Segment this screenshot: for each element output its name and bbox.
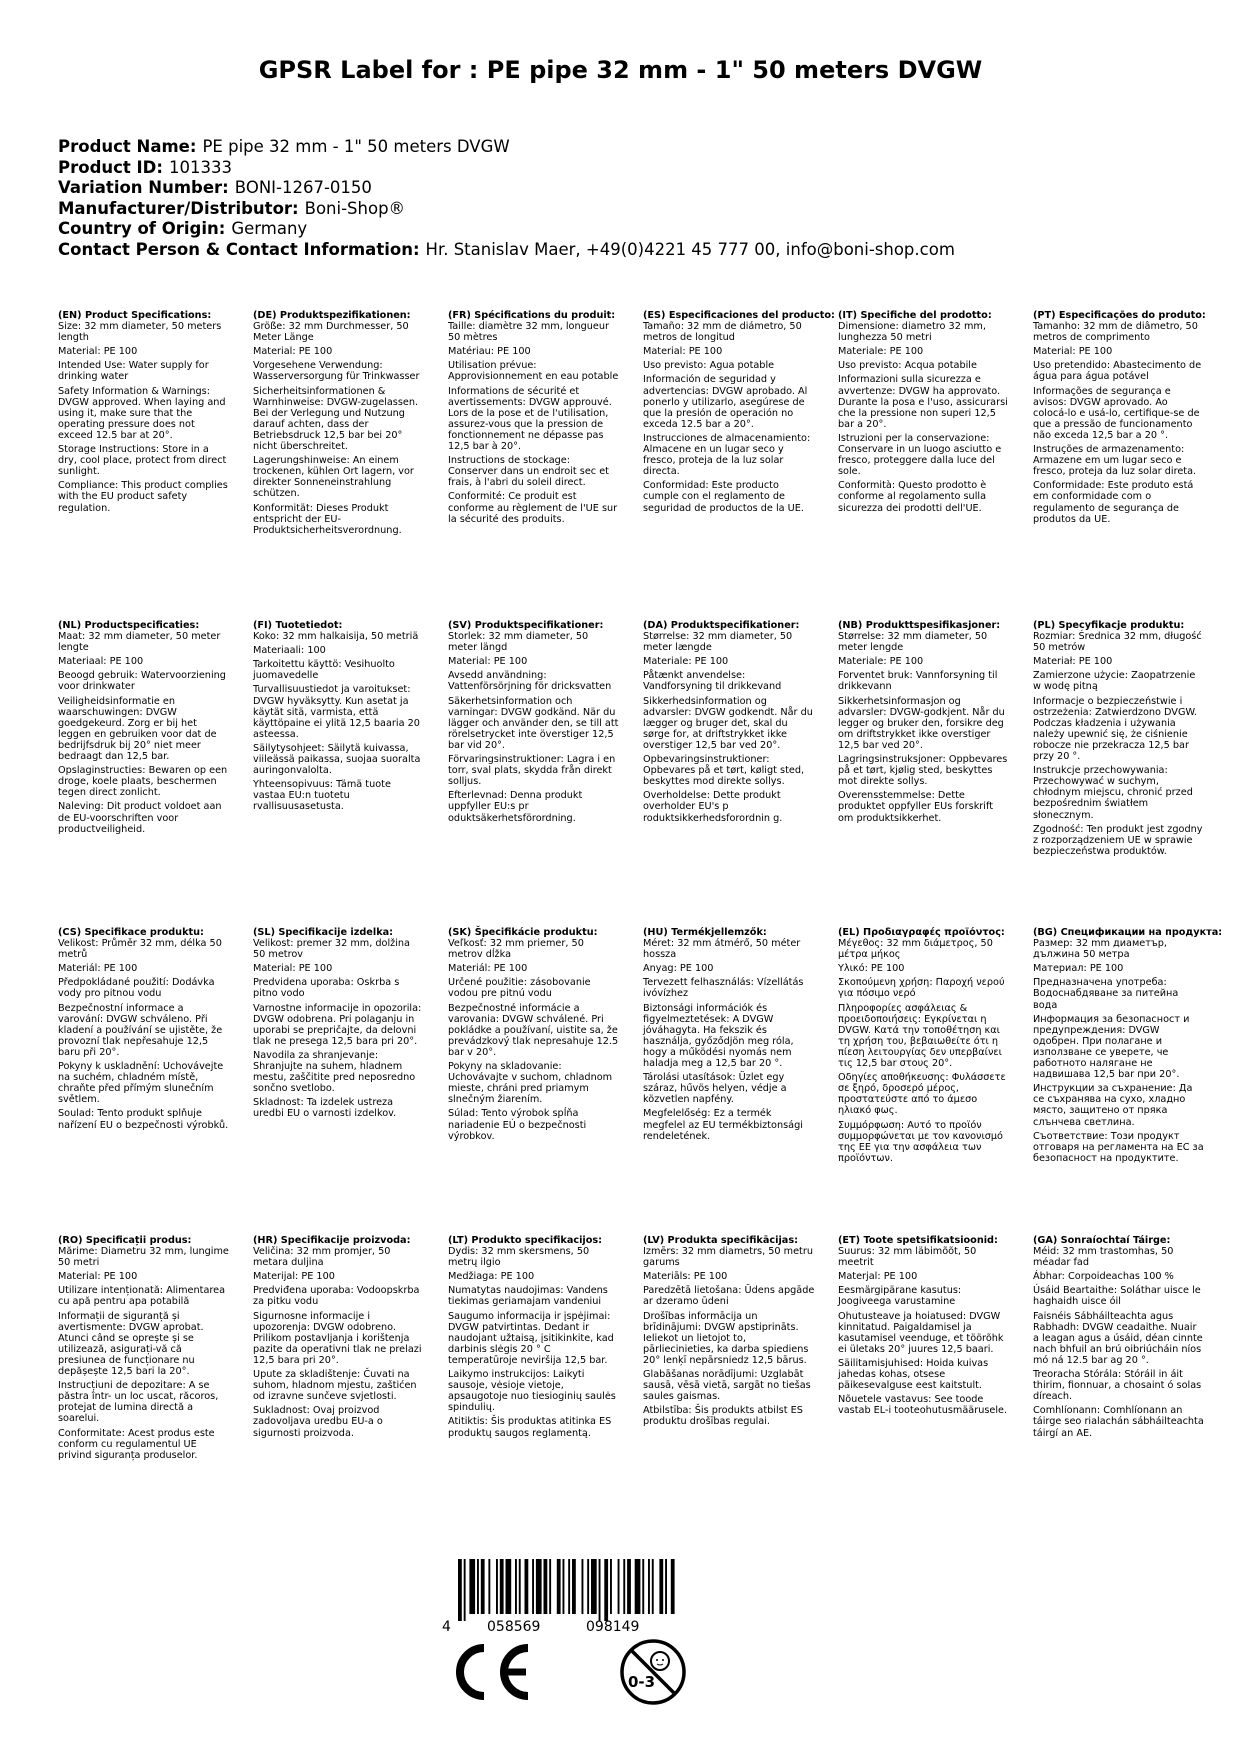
section-paragraph: Overensstemmelse: Dette produktet oppfyller EUs forskrift om produktsikkerhet. <box>838 790 994 824</box>
section-paragraph: Conformidade: Este produto está em conformidade com o regulamento de segurança de produtos da UE. <box>1033 480 1194 525</box>
section-paragraph: Informations de sécurité et avertissements: DVGW approuvé. Lors de la pose et de l'utilisation, assurez-vous que la pression de fonctionnement ne dépasse pas 12,5 bar à 20°. <box>448 385 612 453</box>
section-paragraph: Safety Information & Warnings: DVGW approved. When laying and using it, make sure that the operating pressure does not exceed 12.5 bar at 20°. <box>58 385 226 441</box>
barcode-bar <box>557 1559 561 1614</box>
section-paragraph: Méid: 32 mm trastomhas, 50 méadar fad <box>1033 1246 1174 1269</box>
section-heading: (BG) Спецификации на продукта: <box>1033 927 1223 938</box>
section-paragraph: Avsedd användning: Vattenförsörjning för dricksvatten <box>448 670 612 693</box>
section-paragraph: Συμμόρφωση: Αυτό το προϊόν συμμορφώνεται με τον κανονισμό της ΕΕ για την ασφάλεια των προϊόντων. <box>838 1119 1003 1164</box>
spec-section <box>643 927 815 1145</box>
section-paragraph: Storlek: 32 mm diameter, 50 meter längd <box>448 631 589 654</box>
spec-section <box>838 620 1010 827</box>
barcode-bar <box>652 1559 654 1614</box>
section-paragraph: Tamaño: 32 mm de diámetro, 50 metros de longitud <box>643 321 802 344</box>
spec-section <box>253 620 425 816</box>
section-paragraph: Turvallisuustiedot ja varoitukset: DVGW hyväksytty. Kun asetat ja käytät sitä, varmista, että käyttöpaine ei ylitä 12,5 baaria 20 asteessa. <box>253 684 420 740</box>
info-label: Country of Origin: <box>58 219 226 239</box>
info-value: Hr. Stanislav Maer, +49(0)4221 45 777 00, info@boni-shop.com <box>425 239 955 259</box>
section-paragraph: Materiale: PE 100 <box>643 656 729 668</box>
section-paragraph: Izmērs: 32 mm diametrs, 50 metru garums <box>643 1246 813 1269</box>
barcode-bar <box>568 1559 570 1614</box>
section-paragraph: Comhlíonann: Comhlíonann an táirge seo rialachán sábháilteachta táirgí an AE. <box>1033 1405 1204 1439</box>
section-paragraph: Materiāls: PE 100 <box>643 1271 728 1283</box>
section-paragraph: Veiligheidsinformatie en waarschuwingen: DVGW goedgekeurd. Zorg er bij het leggen en gebruiken voor dat de bedrijfsdruk bij 20° niet meer bedraagt dan 12,5 bar. <box>58 695 217 763</box>
barcode-bar <box>477 1559 479 1614</box>
section-paragraph: Predvidena uporaba: Oskrba s pitno vodo <box>253 977 400 1000</box>
section-paragraph: Μέγεθος: 32 mm διάμετρος, 50 μέτρα μήκος <box>838 938 993 961</box>
spec-section <box>448 927 620 1145</box>
barcode-bar <box>635 1559 641 1614</box>
barcode-bar <box>536 1559 542 1614</box>
section-paragraph: Maat: 32 mm diameter, 50 meter lengte <box>58 631 221 654</box>
barcode-bar <box>500 1559 504 1614</box>
section-paragraph: Información de seguridad y advertencias: DVGW aprobado. Al ponerlo y utilizarlo, asegúrese de que la presión de operación no exceda 12.5 bar a 20°. <box>643 374 808 430</box>
section-paragraph: Mărime: Diametru 32 mm, lungime 50 metri <box>58 1246 229 1269</box>
section-paragraph: Material: PE 100 <box>58 346 138 358</box>
section-paragraph: Biztonsági információk és figyelmeztetések: A DVGW jóváhagyta. Ha fekszik és használja, győződjön meg róla, hogy a működési nyomás nem haladja meg a 12,5 bar 20 °. <box>643 1002 794 1070</box>
barcode-bar <box>671 1559 675 1614</box>
barcode-bar <box>623 1559 625 1614</box>
section-paragraph: Drošības informācija un brīdinājumi: DVGW apstiprināts. Ieliekot un lietojot to, pārliecinieties, ka darba spiediens 20° lenķī nepārsniedz 12,5 bārus. <box>643 1310 809 1366</box>
barcode-bar <box>496 1559 498 1614</box>
barcode-bar <box>544 1559 548 1614</box>
section-paragraph: Treoracha Stórála: Stóráil in áit thirim, fionnuar, a chosaint ó solas díreach. <box>1033 1369 1202 1403</box>
barcode-bar <box>488 1559 490 1614</box>
section-paragraph: Naleving: Dit product voldoet aan de EU-voorschriften voor productveiligheid. <box>58 801 222 835</box>
section-heading: (LV) Produkta specifikācijas: <box>643 1235 798 1246</box>
section-paragraph: Storage Instructions: Store in a dry, cool place, protect from direct sunlight. <box>58 444 227 478</box>
spec-section <box>253 927 425 1123</box>
section-paragraph: Forventet bruk: Vannforsyning til drikkevann <box>838 670 998 693</box>
info-label: Manufacturer/Distributor: <box>58 198 299 218</box>
section-paragraph: Dydis: 32 mm skersmens, 50 metrų ilgio <box>448 1246 590 1269</box>
section-paragraph: Säilytysohjeet: Säilytä kuivassa, viileässä paikassa, suojaa suoralta auringonvalolta. <box>253 742 421 777</box>
info-label: Contact Person & Contact Information: <box>58 239 420 259</box>
section-paragraph: Předpokládané použití: Dodávka vody pro pitnou vodu <box>58 977 215 1000</box>
section-paragraph: Pokyny k uskladnění: Uchovávejte na suchém, chladném místě, chraňte před přímým slunečním světlem. <box>58 1061 224 1106</box>
spec-section <box>1033 927 1223 1167</box>
barcode-bar <box>648 1559 650 1614</box>
section-paragraph: Určené použitie: zásobovanie vodou pre pitnú vodu <box>448 977 591 1000</box>
section-paragraph: Compliance: This product complies with the EU product safety regulation. <box>58 480 228 514</box>
section-paragraph: Informações de segurança e avisos: DVGW aprovado. Ao colocá-lo e usá-lo, certifique-se de que a pressão de funcionamento não exceda 12,5 bar a 20 °. <box>1033 385 1200 441</box>
section-paragraph: Sigurnosne informacije i upozorenja: DVGW odobreno. Prilikom postavljanja i korištenja pazite da operativni tlak ne prelazi 12,5 bara pri 20°. <box>253 1310 422 1366</box>
section-paragraph: Tervezett felhasználás: Vízellátás ivóvízhez <box>643 977 804 1000</box>
section-paragraph: Uso previsto: Acqua potabile <box>838 360 977 372</box>
section-heading: (DE) Produktspezifikationen: <box>253 310 411 321</box>
section-paragraph: Overholdelse: Dette produkt overholder EU's p roduktsikkerhedsforordnin g. <box>643 790 783 824</box>
section-paragraph: Predviđena uporaba: Vodoopskrba za pitku vodu <box>253 1285 420 1308</box>
barcode-bar <box>469 1559 475 1614</box>
section-paragraph: Ohutusteave ja hoiatused: DVGW kinnitatud. Paigaldamisel ja kasutamisel veenduge, et töörõhk ei ületaks 20° juures 12,5 baari. <box>838 1310 1004 1355</box>
section-paragraph: Sicherheitsinformationen & Warnhinweise: DVGW-zugelassen. Bei der Verlegung und Nutzung darauf achten, dass der Betriebsdruck 12,5 bar bei 20° nicht überschreitet. <box>253 385 419 453</box>
section-paragraph: Uso pretendido: Abastecimento de água para água potável <box>1033 360 1202 383</box>
barcode-group-left: 058569 <box>487 1619 541 1635</box>
section-paragraph: Sikkerhetsinformasjon og advarsler: DVGW-godkjent. Når du legger og bruker den, forsikre deg om driftstrykket ikke overstiger 12,5 bar ved 20°. <box>838 695 1005 751</box>
section-heading: (HU) Termékjellemzők: <box>643 927 767 938</box>
spec-section <box>58 310 230 517</box>
section-paragraph: Conformidad: Este producto cumple con el reglamento de seguridad de productos de la UE. <box>643 480 804 514</box>
section-paragraph: Materiale: PE 100 <box>838 346 924 358</box>
section-paragraph: Instrukcje przechowywania: Przechowywać w suchym, chłodnym miejscu, chronić przed bezpośrednim światłem słonecznym. <box>1033 765 1193 821</box>
section-paragraph: Atbilstība: Šis produkts atbilst ES produktu drošības regulai. <box>643 1405 803 1428</box>
section-paragraph: Instruções de armazenamento: Armazene em um lugar seco e fresco, proteja da luz solar direta. <box>1033 444 1197 478</box>
section-heading: (PT) Especificações do produto: <box>1033 310 1206 321</box>
section-paragraph: Vorgesehene Verwendung: Wasserversorgung für Trinkwasser <box>253 360 420 383</box>
section-heading: (IT) Specifiche del prodotto: <box>838 310 992 321</box>
spec-section <box>58 620 230 838</box>
section-paragraph: Material: PE 100 <box>253 346 333 358</box>
section-paragraph: Bezpečnostní informace a varování: DVGW schváleno. Při kladení a používání se ujistěte, že provozní tlak nepřesahuje 12,5 baru při 20°. <box>58 1002 223 1058</box>
section-paragraph: Størrelse: 32 mm diameter, 50 meter længde <box>643 631 793 654</box>
section-paragraph: Υλικό: PE 100 <box>838 963 905 975</box>
section-paragraph: Velikost: premer 32 mm, dolžina 50 metrov <box>253 938 410 961</box>
spec-section <box>448 310 620 528</box>
product-name-row <box>58 137 955 158</box>
barcode-bar <box>642 1559 644 1614</box>
spec-section <box>58 927 230 1134</box>
section-paragraph: Lagringsinstruksjoner: Oppbevares på et tørt, kjølig sted, beskyttes mot direkte sollys. <box>838 754 1008 788</box>
section-paragraph: Material: PE 100 <box>1033 346 1113 358</box>
section-paragraph: Informazioni sulla sicurezza e avvertenze: DVGW ha approvato. Durante la posa e l'uso, assicurarsi che la pressione non superi 12,5 bar a 20°. <box>838 374 1008 430</box>
section-paragraph: Yhteensopivuus: Tämä tuote vastaa EU:n tuotetu rvallisuusasetusta. <box>253 779 391 813</box>
section-paragraph: Laikymo instrukcijos: Laikyti sausoje, vėsioje vietoje, apsaugotoje nuo tiesioginių saulės spindulių. <box>448 1369 616 1414</box>
section-paragraph: Megfelelőség: Ez a termék megfelel az EU termékbiztonsági rendeletének. <box>643 1108 803 1142</box>
section-heading: (GA) Sonraíochtaí Táirge: <box>1033 1235 1171 1246</box>
section-paragraph: Opslaginstructies: Bewaren op een droge, koele plaats, beschermen tegen direct zonlicht. <box>58 765 228 799</box>
section-paragraph: Instructions de stockage: Conserver dans un endroit sec et frais, à l'abri du soleil direct. <box>448 455 609 489</box>
section-heading: (EN) Product Specifications: <box>58 310 212 321</box>
section-heading: (HR) Specifikacije proizvoda: <box>253 1235 411 1246</box>
spec-section <box>838 927 1010 1167</box>
section-paragraph: Ábhar: Corpoideachas 100 % <box>1033 1271 1174 1283</box>
section-paragraph: Suurus: 32 mm läbimõõt, 50 meetrit <box>838 1246 977 1269</box>
section-paragraph: Materjal: PE 100 <box>838 1271 918 1283</box>
barcode-bar <box>532 1559 534 1614</box>
barcode-bar <box>481 1559 485 1614</box>
section-paragraph: Säkerhetsinformation och varningar: DVGW godkänd. När du lägger och använder den, se till att rörelsetrycket inte överstiger 12,5 bar vid 20°. <box>448 695 619 751</box>
barcode-bar <box>604 1559 608 1621</box>
section-paragraph: Istruzioni per la conservazione: Conservare in un luogo asciutto e fresco, proteggere dalla luce del sole. <box>838 432 1002 478</box>
barcode-bar <box>563 1559 565 1614</box>
section-paragraph: Tarkoitettu käyttö: Vesihuolto juomavedelle <box>253 659 395 682</box>
contact-row <box>58 240 955 261</box>
section-paragraph: Paredzētā lietošana: Ūdens apgāde ar dzeramo ūdeni <box>643 1285 815 1308</box>
info-label: Variation Number: <box>58 178 229 198</box>
section-heading: (SL) Specifikacije izdelka: <box>253 927 394 938</box>
section-heading: (SK) Špecifikácie produktu: <box>448 927 598 938</box>
section-paragraph: Tamanho: 32 mm de diâmetro, 50 metros de comprimento <box>1033 321 1198 344</box>
section-paragraph: Sukladnost: Ovaj proizvod zadovoljava uredbu EU-a o sigurnosti proizvoda. <box>253 1405 383 1439</box>
section-paragraph: Material: PE 100 <box>58 1271 138 1283</box>
section-paragraph: Veličina: 32 mm promjer, 50 metara duljina <box>253 1246 391 1269</box>
section-paragraph: Materiale: PE 100 <box>838 656 924 668</box>
section-paragraph: Dimensione: diametro 32 mm, lunghezza 50 metri <box>838 321 986 344</box>
info-value: Germany <box>231 219 308 239</box>
section-paragraph: Faisnéis Sábháilteachta agus Rabhadh: DVGW ceadaithe. Nuair a leagan agus a úsáid, déan cinnte nach bhfuil an brú oibriúcháin níos mó ná 12.5 bar ag 20 °. <box>1033 1310 1203 1366</box>
section-paragraph: Nõuetele vastavus: See toode vastab EL-i tooteohutusmäärusele. <box>838 1394 1008 1417</box>
svg-text:0-3: 0-3 <box>628 1673 656 1691</box>
info-value: BONI-1267-0150 <box>234 178 372 198</box>
section-paragraph: Bezpečnostné informácie a varovania: DVGW schválené. Pri pokládke a používaní, uistite sa, že prevádzkový tlak nepresahuje 12.5 bar v 20°. <box>448 1002 619 1058</box>
info-value: Boni-Shop® <box>304 198 406 218</box>
section-paragraph: Matériau: PE 100 <box>448 346 531 358</box>
section-paragraph: Glabāšanas norādījumi: Uzglabāt sausā, vēsā vietā, sargāt no tiešas saules gaismas. <box>643 1369 811 1403</box>
barcode-bar <box>515 1559 517 1614</box>
section-paragraph: Предназначена употреба: Водоснабдяване за питейна вода <box>1033 977 1179 1011</box>
section-heading: (FR) Spécifications du produit: <box>448 310 616 321</box>
section-paragraph: Instrucțiuni de depozitare: A se păstra într- un loc uscat, răcoros, protejat de lumina directă a soarelui. <box>58 1380 219 1425</box>
section-paragraph: Upute za skladištenje: Čuvati na suhom, hladnom mjestu, zaštićen od izravne sunčeve svjetlosti. <box>253 1369 417 1403</box>
page-title: GPSR Label for : PE pipe 32 mm - 1" 50 meters DVGW <box>258 56 983 84</box>
spec-section <box>643 1235 815 1431</box>
section-paragraph: Material: PE 100 <box>448 656 528 668</box>
age-0-3-warning-icon <box>618 1637 688 1707</box>
barcode-bar <box>506 1559 512 1614</box>
section-heading: (RO) Specificații produs: <box>58 1235 192 1246</box>
barcode-group-right: 098149 <box>586 1619 640 1635</box>
barcode-bar <box>458 1559 462 1621</box>
section-paragraph: Zgodność: Ten produkt jest zgodny z rozporządzeniem UE w sprawie bezpieczeństwa produktów. <box>1033 823 1203 857</box>
section-paragraph: Skladnost: Ta izdelek ustreza uredbi EU o varnosti izdelkov. <box>253 1097 397 1120</box>
spec-section <box>253 310 425 539</box>
section-paragraph: Οδηγίες αποθήκευσης: Φυλάσσετε σε ξηρό, δροσερό μέρος, προστατεύστε από το άμεσο ηλιακό φως. <box>838 1072 1006 1117</box>
section-paragraph: Numatytas naudojimas: Vandens tiekimas geriamajam vandeniui <box>448 1285 608 1308</box>
section-paragraph: Úsáid Beartaithe: Soláthar uisce le haghaidh uisce óil <box>1033 1285 1201 1308</box>
barcode-bar <box>525 1559 529 1614</box>
section-paragraph: Materiál: PE 100 <box>448 963 528 975</box>
info-label: Product Name: <box>58 137 197 156</box>
ean-barcode <box>440 1557 680 1635</box>
spec-section <box>253 1235 425 1442</box>
barcode-bar <box>659 1559 663 1614</box>
section-paragraph: Размер: 32 mm диаметър, дължина 50 метра <box>1033 938 1167 961</box>
section-paragraph: Förvaringsinstruktioner: Lagra i en torr, sval plats, skydda från direkt solljus. <box>448 754 616 788</box>
section-paragraph: Medžiaga: PE 100 <box>448 1271 535 1283</box>
section-paragraph: Material: PE 100 <box>643 346 723 358</box>
section-paragraph: Anyag: PE 100 <box>643 963 714 975</box>
barcode-bar <box>618 1559 620 1614</box>
section-paragraph: Pokyny na skladovanie: Uchovávajte v suchom, chladnom mieste, chráni pred priamym slnečným žiarením. <box>448 1061 613 1106</box>
section-paragraph: Σκοπούμενη χρήση: Παροχή νερού για πόσιμο νερό <box>838 977 1005 1000</box>
section-heading: (PL) Specyfikacje produktu: <box>1033 620 1185 631</box>
section-paragraph: Varnostne informacije in opozorila: DVGW odobrena. Pri polaganju in uporabi se prepričajte, da delovni tlak ne presega 12,5 bara pri 20°. <box>253 1002 422 1047</box>
section-paragraph: Säilitamisjuhised: Hoida kuivas jahedas kohas, otsese päikesevalguse eest kaitstult. <box>838 1357 989 1392</box>
section-paragraph: Materiaali: 100 <box>253 645 326 657</box>
info-value: PE pipe 32 mm - 1" 50 meters DVGW <box>202 137 510 156</box>
section-heading: (ET) Toote spetsifikatsioonid: <box>838 1235 998 1246</box>
section-paragraph: Materiaal: PE 100 <box>58 656 144 668</box>
variation-number-row <box>58 178 955 199</box>
section-paragraph: Lagerungshinweise: An einem trockenen, kühlen Ort lagern, vor direkter Sonneneinstrahlung schützen. <box>253 455 414 500</box>
barcode-bar <box>572 1559 576 1614</box>
section-paragraph: Soulad: Tento produkt splňuje nařízení EU o bezpečnosti výrobků. <box>58 1108 229 1131</box>
section-paragraph: Rozmiar: Średnica 32 mm, długość 50 metrów <box>1033 631 1202 654</box>
section-paragraph: Beoogd gebruik: Watervoorziening voor drinkwater <box>58 670 226 693</box>
section-paragraph: Zamierzone użycie: Zaopatrzenie w wodę pitną <box>1033 670 1196 693</box>
section-paragraph: Materijal: PE 100 <box>253 1271 335 1283</box>
spec-section <box>838 310 1010 517</box>
section-paragraph: Atitiktis: Šis produktas atitinka ES produktų saugos reglamentą. <box>448 1416 612 1439</box>
section-heading: (NB) Produkttspesifikasjoner: <box>838 620 1001 631</box>
section-paragraph: Konformität: Dieses Produkt entspricht der EU-Produktsicherheitsverordnung. <box>253 502 402 536</box>
section-paragraph: Informații de siguranță și avertismente: DVGW aprobat. Atunci când se oprește și se utilizează, asigurați-vă că presiunea de funcționare nu depășește 12,5 bari la 20°. <box>58 1310 204 1378</box>
section-paragraph: Größe: 32 mm Durchmesser, 50 Meter Länge <box>253 321 409 344</box>
spec-section <box>1033 620 1205 860</box>
section-paragraph: Conformitate: Acest produs este conform cu regulamentul UE privind siguranța produselor. <box>58 1427 215 1461</box>
section-heading: (SV) Produktspecifikationer: <box>448 620 604 631</box>
spec-section <box>448 620 620 827</box>
barcode-bar <box>610 1559 612 1614</box>
section-paragraph: Sikkerhedsinformation og advarsler: DVGW godkendt. Når du lægger og bruger det, skal du sørge for, at driftstrykket ikke overstiger 12,5 bar ved 20°. <box>643 695 813 751</box>
barcode-bar <box>582 1559 584 1614</box>
section-paragraph: Saugumo informacija ir įspėjimai: DVGW patvirtintas. Dedant ir naudojant užtaisą, įsitikinkite, kad darbinis slėgis 20 ° C temperatūroje neviršija 12,5 bar. <box>448 1310 614 1366</box>
section-paragraph: Velikost: Průměr 32 mm, délka 50 metrů <box>58 938 222 961</box>
section-paragraph: Conformité: Ce produit est conforme au règlement de l'UE sur la sécurité des produits. <box>448 491 618 525</box>
spec-section <box>58 1235 230 1464</box>
barcode-bar <box>549 1559 551 1614</box>
section-paragraph: Intended Use: Water supply for drinking water <box>58 360 209 383</box>
section-heading: (DA) Produktspecifikationer: <box>643 620 800 631</box>
section-paragraph: Súlad: Tento výrobok spĺňa nariadenie EÚ o bezpečnosti výrobkov. <box>448 1108 587 1142</box>
barcode-bar <box>464 1559 466 1621</box>
ce-mark-icon <box>448 1640 536 1704</box>
section-paragraph: Koko: 32 mm halkaisija, 50 metriä <box>253 631 419 643</box>
section-paragraph: Material: PE 100 <box>253 963 333 975</box>
country-of-origin-row <box>58 219 955 240</box>
section-paragraph: Инструкции за съхранение: Да се съхранява на сухо, хладно място, защитено от пряка слънчева светлина. <box>1033 1083 1193 1128</box>
section-paragraph: Информация за безопасност и предупреждения: DVGW одобрен. При полагане и използване се уверете, че работното налягане не надвишава 12,5 bar при 20°. <box>1033 1013 1190 1081</box>
spec-section <box>838 1235 1010 1419</box>
section-paragraph: Materiál: PE 100 <box>58 963 138 975</box>
spec-section <box>1033 310 1205 528</box>
info-value: 101333 <box>168 157 232 177</box>
manufacturer-row <box>58 199 955 220</box>
barcode-bar <box>599 1559 601 1621</box>
section-paragraph: Méret: 32 mm átmérő, 50 méter hossza <box>643 938 801 961</box>
barcode-bars <box>458 1559 675 1621</box>
section-paragraph: Съответствие: Този продукт отговаря на регламента на ЕС за безопасност на продуктите. <box>1033 1130 1204 1164</box>
section-heading: (CS) Specifikace produktu: <box>58 927 204 938</box>
section-paragraph: Conformità: Questo prodotto è conforme al regolamento sulla sicurezza dei prodotti dell'UE. <box>838 480 987 514</box>
barcode-bar <box>627 1559 631 1614</box>
section-paragraph: Veľkosť: 32 mm priemer, 50 metrov dĺžka <box>448 938 584 961</box>
spec-section <box>643 310 835 517</box>
section-paragraph: Instrucciones de almacenamiento: Almacene en un lugar seco y fresco, proteja de la luz solar directa. <box>643 432 811 478</box>
section-paragraph: Utilizare intenționată: Alimentarea cu apă pentru apa potabilă <box>58 1285 226 1308</box>
section-paragraph: Uso previsto: Agua potable <box>643 360 775 372</box>
product-info <box>58 137 955 261</box>
section-paragraph: Utilisation prévue: Approvisionnement en eau potable <box>448 360 619 383</box>
product-id-row <box>58 158 955 179</box>
section-heading: (EL) Προδιαγραφές προϊόντος: <box>838 927 1005 938</box>
section-paragraph: Size: 32 mm diameter, 50 meters length <box>58 321 222 344</box>
barcode-bar <box>519 1559 521 1614</box>
barcode-bar <box>591 1559 597 1614</box>
section-paragraph: Påtænkt anvendelse: Vandforsyning til drikkevand <box>643 670 782 693</box>
spec-section <box>1033 1235 1205 1442</box>
section-paragraph: Informacje o bezpieczeństwie i ostrzeżenia: Zatwierdzono DVGW. Podczas kładzenia i używania należy upewnić się, że ciśnienie robocze nie przekracza 12,5 bar przy 20 °. <box>1033 695 1197 763</box>
section-paragraph: Materiał: PE 100 <box>1033 656 1113 668</box>
section-paragraph: Efterlevnad: Denna produkt uppfyller EU:s pr oduktsäkerhetsförordning. <box>448 790 583 824</box>
section-paragraph: Πληροφορίες ασφάλειας & προειδοποιήσεις: Εγκρίνεται η DVGW. Κατά την τοποθέτηση και τη χρήση του, βεβαιωθείτε ότι η πίεση λειτουργίας δεν υπερβαίνει τις 12,5 bar στους 20°. <box>838 1002 1002 1070</box>
barcode-bar <box>587 1559 589 1614</box>
section-heading: (LT) Produkto specifikacijos: <box>448 1235 603 1246</box>
section-paragraph: Navodila za shranjevanje: Shranjujte na suhem, hladnem mestu, zaščitite pred neposredno sončno svetlobo. <box>253 1049 416 1095</box>
section-paragraph: Материал: PE 100 <box>1033 963 1124 975</box>
barcode-digit-first: 4 <box>442 1619 451 1635</box>
section-paragraph: Opbevaringsinstruktioner: Opbevares på et tørt, køligt sted, beskyttes mod direkte sollys. <box>643 754 805 788</box>
barcode-bar <box>665 1559 667 1614</box>
spec-section <box>448 1235 620 1442</box>
section-paragraph: Tárolási utasítások: Üzlet egy száraz, hűvös helyen, védje a közvetlen napfény. <box>643 1072 787 1106</box>
section-paragraph: Eesmärgipärane kasutus: Joogiveega varustamine <box>838 1285 962 1308</box>
section-heading: (FI) Tuotetiedot: <box>253 620 343 631</box>
section-paragraph: Taille: diamètre 32 mm, longueur 50 mètres <box>448 321 609 344</box>
spec-section <box>643 620 815 827</box>
info-label: Product ID: <box>58 157 163 177</box>
section-heading: (NL) Productspecificaties: <box>58 620 200 631</box>
section-heading: (ES) Especificaciones del producto: <box>643 310 835 321</box>
section-paragraph: Størrelse: 32 mm diameter, 50 meter lengde <box>838 631 988 654</box>
